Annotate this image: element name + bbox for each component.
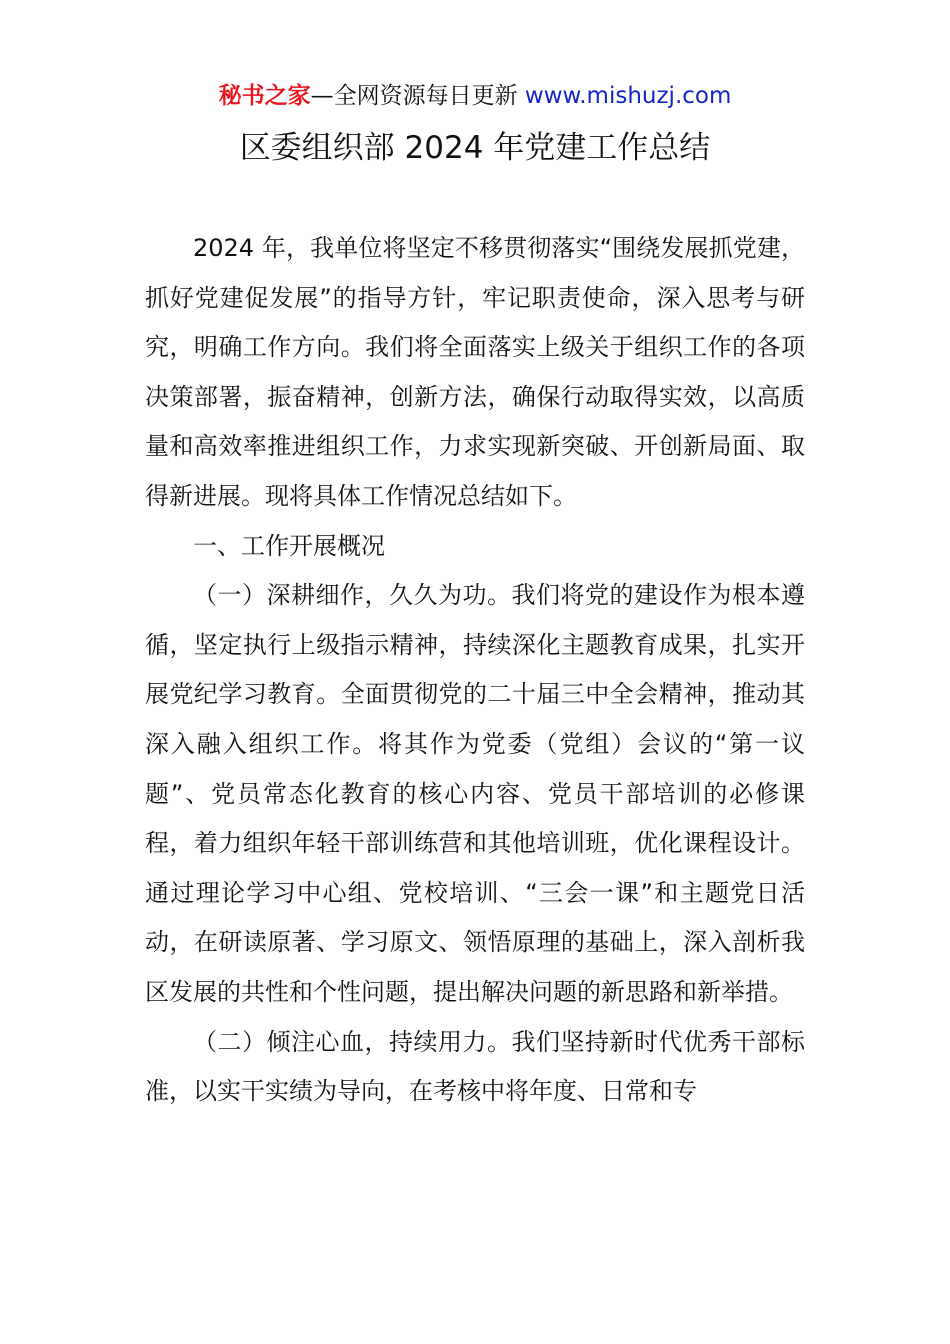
site-url-link[interactable]: www.mishuzj.com <box>524 83 732 109</box>
site-brand: 秘书之家 <box>218 83 311 109</box>
body-paragraph: （二）倾注心血，持续用力。我们坚持新时代优秀干部标准，以实干实绩为导向，在考核中将年度、日常和专 <box>145 1027 805 1106</box>
document-body <box>145 224 805 1117</box>
body-paragraph: （一）深耕细作，久久为功。我们将党的建设作为根本遵循，坚定执行上级指示精神，持续深化主题教育成果，扎实开展党纪学习教育。全面贯彻党的二十届三中全会精神，推动其深入融入组织工作。将其作为党委（党组）会议的“第一议题”、党员常态化教育的核心内容、党员干部培训的必修课程，着力组织年轻干部训练营和其他培训班，优化课程设计。通过理论学习中心组、党校培训、“三会一课”和主题党日活动，在研读原著、学习原文、领悟原理的基础上，深入剖析我区发展的共性和个性问题，提出解决问题的新思路和新举措。 <box>145 581 805 1006</box>
section-heading: 一、工作开展概况 <box>193 531 385 560</box>
intro-paragraph: 2024 年，我单位将坚定不移贯彻落实“围绕发展抓党建，抓好党建促发展”的指导方针，牢记职责使命，深入思考与研究，明确工作方向。我们将全面落实上级关于组织工作的各项决策部署，振奋精神，创新方法，确保行动取得实效，以高质量和高效率推进组织工作，力求实现新突破、开创新局面、取得新进展。现将具体工作情况总结如下。 <box>145 234 805 510</box>
site-slogan: —全网资源每日更新 <box>310 83 525 109</box>
site-banner <box>0 80 950 112</box>
document-title: 区委组织部 2024 年党建工作总结 <box>239 130 711 166</box>
